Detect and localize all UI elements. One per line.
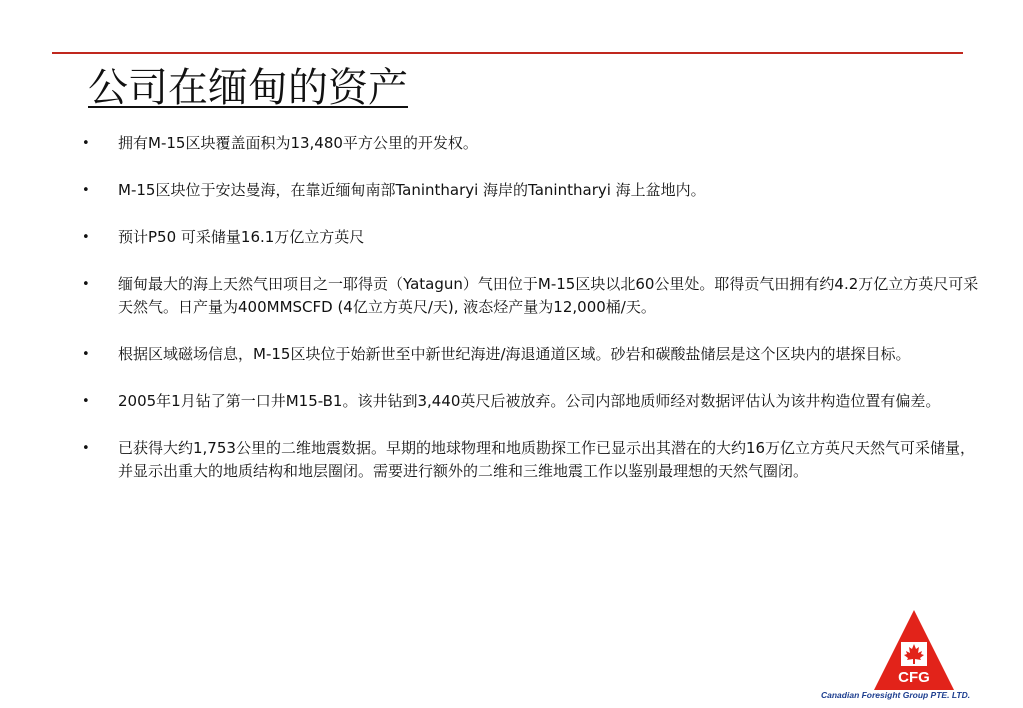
bullet-text: 预计P50 可采储量16.1万亿立方英尺	[118, 228, 365, 246]
bullet-marker: •	[82, 394, 90, 409]
company-tagline: Canadian Foresight Group PTE. LTD.	[821, 690, 971, 700]
list-item	[80, 179, 980, 202]
bullet-marker: •	[82, 441, 90, 456]
bullet-text: 2005年1月钻了第一口井M15-B1。该井钻到3,440英尺后被放弃。公司内部地质师经对数据评估认为该井构造位置有偏差。	[118, 392, 941, 410]
bullet-marker: •	[82, 230, 90, 245]
logo-mark-text: CFG	[898, 669, 930, 686]
bullet-text: 根据区域磁场信息，M-15区块位于始新世至中新世纪海进/海退通道区域。砂岩和碳酸盐储层是这个区块内的堪探目标。	[118, 345, 911, 363]
bullet-marker: •	[82, 277, 90, 292]
bullet-text: 缅甸最大的海上天然气田项目之一耶得贡（Yatagun）气田位于M-15区块以北60公里处。耶得贡气田拥有约4.2万亿立方英尺可采天然气。日产量为400MMSCFD (4亿立方英尺/天), 液态烃产量为12,000桶/天。	[118, 275, 979, 316]
bullet-marker: •	[82, 347, 90, 362]
list-item	[80, 226, 980, 249]
company-logo	[872, 608, 956, 692]
bullet-text: 已获得大约1,753公里的二维地震数据。早期的地球物理和地质勘探工作已显示出其潜在的大约16万亿立方英尺天然气可采储量，并显示出重大的地质结构和地层圈闭。需要进行额外的二维和三维地震工作以鉴别最理想的天然气圈闭。	[118, 439, 976, 480]
list-item	[80, 390, 980, 413]
bullet-marker: •	[82, 183, 90, 198]
list-item	[80, 132, 980, 155]
title-divider-line	[52, 52, 963, 54]
list-item	[80, 343, 980, 366]
bullet-marker: •	[82, 136, 90, 151]
bullet-list	[80, 132, 980, 483]
page-title: 公司在缅甸的资产	[88, 65, 408, 111]
list-item	[80, 437, 980, 483]
bullet-text: 拥有M-15区块覆盖面积为13,480平方公里的开发权。	[118, 134, 478, 152]
bullet-text: M-15区块位于安达曼海，在靠近缅甸南部Tanintharyi 海岸的Tanintharyi 海上盆地内。	[118, 181, 706, 199]
list-item	[80, 273, 980, 319]
